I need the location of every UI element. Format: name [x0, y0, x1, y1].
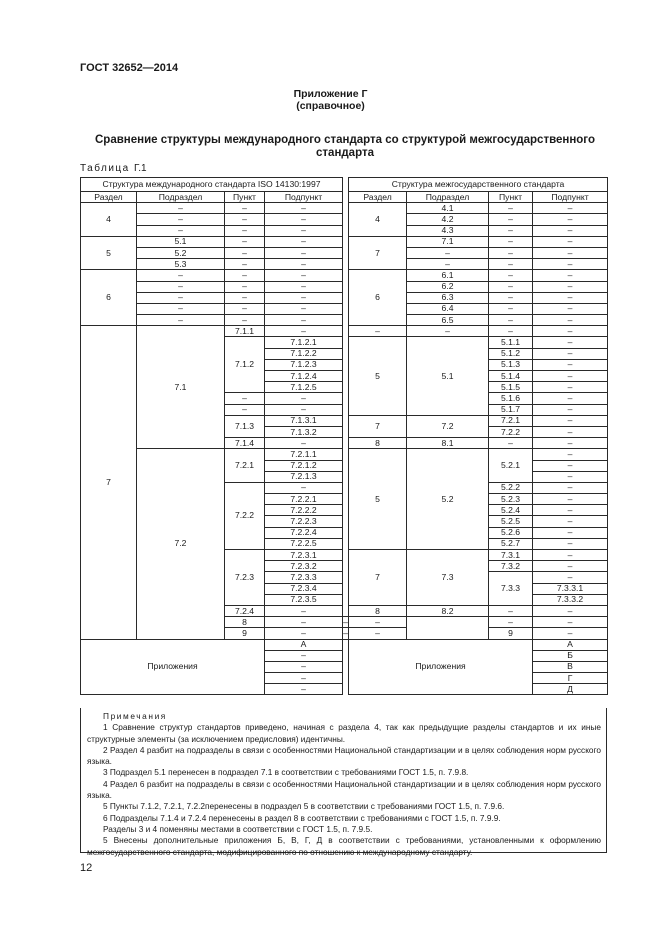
- cell: –: [533, 426, 608, 437]
- cell: 7.2.1.3: [265, 471, 343, 482]
- cell: –: [137, 315, 225, 326]
- cell: 7.3.1: [489, 550, 533, 561]
- cell: 7.1.4: [225, 438, 265, 449]
- cell: –: [489, 605, 533, 616]
- cell: 9: [225, 628, 265, 639]
- cell: 7.2.3: [225, 550, 265, 606]
- cell: –: [225, 225, 265, 236]
- cell: –: [489, 617, 533, 628]
- table-row: [81, 236, 608, 247]
- document-title-line1: Сравнение структуры международного стандарта со структурой межгосударственного: [95, 134, 595, 146]
- cell: 4: [81, 203, 137, 237]
- cell: Д: [533, 684, 608, 695]
- cell: 7.2.1.1: [265, 449, 343, 460]
- international-structure-heading: Структура международного стандарта ISO 14130:1997: [81, 178, 343, 192]
- column-separator: [343, 382, 349, 393]
- cell: –: [225, 270, 265, 281]
- cell: –: [407, 326, 489, 337]
- cell: 5.1.7: [489, 404, 533, 415]
- cell: 5.2.7: [489, 538, 533, 549]
- cell: 6: [81, 270, 137, 326]
- appendix-subtitle: (справочное): [296, 100, 365, 112]
- cell: –: [489, 303, 533, 314]
- cell: 5.1.1: [489, 337, 533, 348]
- cell: –: [349, 628, 407, 639]
- cell: 5.1.4: [489, 371, 533, 382]
- cell: –: [265, 214, 343, 225]
- column-separator: [407, 628, 489, 639]
- cell: 7.1.1: [225, 326, 265, 337]
- cell: –: [225, 214, 265, 225]
- cell: –: [225, 292, 265, 303]
- table-caption: [80, 163, 147, 174]
- cell: –: [533, 359, 608, 370]
- cell: –: [265, 315, 343, 326]
- cell: –: [489, 247, 533, 258]
- column-separator: [343, 426, 349, 437]
- cell: –: [533, 214, 608, 225]
- column-separator: [343, 684, 349, 695]
- cell: –: [533, 438, 608, 449]
- column-separator: [343, 516, 349, 527]
- note-item: Разделы 3 и 4 поменяны местами в соответствии с ГОСТ 1.5, п. 7.9.5.: [103, 823, 373, 834]
- cell: 7.1: [137, 326, 225, 449]
- column-separator: [343, 281, 349, 292]
- cell: –: [265, 203, 343, 214]
- cell: –: [533, 270, 608, 281]
- cell: A: [265, 639, 343, 650]
- cell: –: [349, 326, 407, 337]
- column-separator: [343, 471, 349, 482]
- cell: –: [265, 303, 343, 314]
- cell: –: [265, 292, 343, 303]
- cell: 5.1: [407, 337, 489, 415]
- column-separator: [343, 482, 349, 493]
- table-row: [81, 270, 608, 281]
- note-item: 2 Раздел 4 разбит на подразделы в связи с особенностями Национальной стандартизации и в целях соблюдения норм русского языка.: [87, 744, 601, 767]
- cell: –: [265, 650, 343, 661]
- cell: 7.2.2.4: [265, 527, 343, 538]
- note-item: 4 Раздел 6 разбит на подразделы в связи с особенностями Национальной стандартизации и в целях соблюдения норм русского языка.: [87, 778, 601, 801]
- cell: 7.2.2.5: [265, 538, 343, 549]
- column-separator: [343, 673, 349, 684]
- cell: –: [137, 214, 225, 225]
- cell: 7.3.2: [489, 561, 533, 572]
- cell: 5.1: [137, 236, 225, 247]
- column-separator: [343, 505, 349, 516]
- cell: –: [533, 527, 608, 538]
- column-separator: [407, 617, 489, 628]
- table-row: [81, 259, 608, 270]
- cell: –: [533, 247, 608, 258]
- cell: 7.1.2.4: [265, 371, 343, 382]
- cell: –: [533, 550, 608, 561]
- note-item: 5 Пункты 7.1.2, 7.2.1, 7.2.2перенесены в подраздел 5 в соответствии с требованиями ГОСТ 1.5, п. 7.9.6.: [103, 801, 505, 812]
- cell: –: [533, 203, 608, 214]
- cell: 7.1.3.2: [265, 426, 343, 437]
- appendices-label: Приложения: [81, 639, 265, 695]
- cell: –: [533, 494, 608, 505]
- column-separator: [343, 661, 349, 672]
- cell: 5.1.6: [489, 393, 533, 404]
- cell: 5.2.3: [489, 494, 533, 505]
- cell: –: [137, 292, 225, 303]
- notes-block: [80, 708, 607, 857]
- cell: 5.1.3: [489, 359, 533, 370]
- cell: 7.2.4: [225, 605, 265, 616]
- cell: 7.1.2.1: [265, 337, 343, 348]
- cell: 7.2.2.2: [265, 505, 343, 516]
- cell: –: [533, 315, 608, 326]
- column-separator: [343, 527, 349, 538]
- cell: –: [349, 617, 407, 628]
- cell: –: [533, 505, 608, 516]
- cell: 5: [349, 337, 407, 415]
- cell: 7: [349, 236, 407, 270]
- column-header-section: Раздел: [349, 192, 407, 203]
- cell: –: [265, 259, 343, 270]
- cell: 7.3.3: [489, 572, 533, 606]
- column-separator: [343, 348, 349, 359]
- cell: –: [489, 315, 533, 326]
- table-row: [81, 326, 608, 337]
- cell: 4.1: [407, 203, 489, 214]
- cell: 7.1.3.1: [265, 415, 343, 426]
- column-header-section: Раздел: [81, 192, 137, 203]
- cell: –: [265, 247, 343, 258]
- cell: 7.3.3.1: [533, 583, 608, 594]
- cell: 4.3: [407, 225, 489, 236]
- cell: 7.2: [137, 449, 225, 639]
- cell: –: [265, 270, 343, 281]
- cell: 5.2: [137, 247, 225, 258]
- cell: –: [225, 303, 265, 314]
- cell: –: [489, 236, 533, 247]
- cell: –: [137, 203, 225, 214]
- cell: –: [265, 281, 343, 292]
- column-separator: [343, 225, 349, 236]
- cell: 8.1: [407, 438, 489, 449]
- table-row: [81, 315, 608, 326]
- appendix-heading: [0, 88, 661, 112]
- appendices-label: Приложения: [349, 639, 533, 695]
- column-separator: [343, 561, 349, 572]
- cell: Б: [533, 650, 608, 661]
- cell: –: [533, 617, 608, 628]
- cell: –: [343, 627, 348, 638]
- cell: 6.4: [407, 303, 489, 314]
- note-item: 1 Сравнение структур стандартов приведено, начиная с раздела 4, так как предыдущие разделы стандартов и их иные структурные элементы (за исключением предисловия) идентичны.: [87, 722, 601, 744]
- cell: 7.2.1: [489, 415, 533, 426]
- cell: –: [265, 438, 343, 449]
- cell: –: [533, 538, 608, 549]
- cell: –: [265, 661, 343, 672]
- cell: 5.2.5: [489, 516, 533, 527]
- cell: –: [533, 482, 608, 493]
- cell: 7.2.1.2: [265, 460, 343, 471]
- cell: 7.1.2.5: [265, 382, 343, 393]
- cell: –: [533, 471, 608, 482]
- cell: 5: [349, 449, 407, 550]
- cell: –: [265, 605, 343, 616]
- cell: 7.2.2: [225, 482, 265, 549]
- cell: –: [533, 236, 608, 247]
- column-separator: [343, 404, 349, 415]
- cell: –: [343, 616, 348, 627]
- cell: –: [489, 214, 533, 225]
- cell: 7.1.2.2: [265, 348, 343, 359]
- column-header-clause: Пункт: [489, 192, 533, 203]
- cell: 7.2.3.3: [265, 572, 343, 583]
- structure-comparison-table: [80, 177, 608, 695]
- table-row: [81, 639, 608, 650]
- cell: –: [533, 337, 608, 348]
- cell: –: [489, 225, 533, 236]
- cell: 5.2: [407, 449, 489, 550]
- cell: 7.2.2: [489, 426, 533, 437]
- cell: –: [225, 236, 265, 247]
- cell: –: [489, 281, 533, 292]
- table-row: [81, 214, 608, 225]
- cell: 7: [81, 326, 137, 639]
- cell: 6.3: [407, 292, 489, 303]
- cell: –: [265, 628, 343, 639]
- cell: –: [533, 605, 608, 616]
- cell: 7: [349, 550, 407, 606]
- column-separator: [343, 292, 349, 303]
- column-header-subclause: Подпункт: [265, 192, 343, 203]
- cell: 7.2.3.1: [265, 550, 343, 561]
- cell: 7.2.3.4: [265, 583, 343, 594]
- cell: Г: [533, 673, 608, 684]
- cell: –: [489, 326, 533, 337]
- cell: 8: [349, 438, 407, 449]
- document-title: [90, 134, 600, 160]
- cell: –: [533, 225, 608, 236]
- cell: –: [265, 326, 343, 337]
- cell: –: [533, 326, 608, 337]
- cell: –: [265, 225, 343, 236]
- cell: –: [265, 617, 343, 628]
- column-separator: [343, 214, 349, 225]
- cell: 9: [489, 628, 533, 639]
- column-header-clause: Пункт: [225, 192, 265, 203]
- cell: –: [489, 259, 533, 270]
- table-row: [81, 247, 608, 258]
- cell: –: [225, 393, 265, 404]
- cell: –: [533, 393, 608, 404]
- column-separator: [343, 259, 349, 270]
- column-separator: [343, 583, 349, 594]
- cell: 7.2.2.1: [265, 494, 343, 505]
- cell: 5.1.2: [489, 348, 533, 359]
- cell: –: [489, 270, 533, 281]
- appendix-title: Приложение Г: [293, 88, 368, 100]
- table-row: [81, 292, 608, 303]
- cell: 4: [349, 203, 407, 237]
- cell: В: [533, 661, 608, 672]
- cell: 6.1: [407, 270, 489, 281]
- column-separator: [343, 247, 349, 258]
- cell: –: [265, 236, 343, 247]
- column-header-subsection: Подраздел: [407, 192, 489, 203]
- column-separator: [343, 371, 349, 382]
- column-separator: [343, 650, 349, 661]
- cell: 5.2.4: [489, 505, 533, 516]
- note-item: 3 Подраздел 5.1 перенесен в подраздел 7.1 в соответствии с требованиями ГОСТ 1.5, п. 7.9.8.: [103, 767, 469, 778]
- cell: –: [533, 516, 608, 527]
- cell: 7.1.2.3: [265, 359, 343, 370]
- page-number: 12: [80, 862, 93, 874]
- table-row: [81, 203, 608, 214]
- column-separator: [343, 572, 349, 583]
- cell: –: [489, 203, 533, 214]
- cell: –: [533, 561, 608, 572]
- cell: 7.3: [407, 550, 489, 606]
- cell: –: [265, 673, 343, 684]
- cell: 5.2.1: [489, 449, 533, 483]
- cell: –: [225, 404, 265, 415]
- table-caption-word: Таблица: [80, 163, 130, 174]
- cell: 8.2: [407, 605, 489, 616]
- notes-title: Примечания: [103, 711, 167, 721]
- cell: 7.2: [407, 415, 489, 437]
- column-separator: [343, 393, 349, 404]
- column-header-row: [81, 192, 608, 203]
- document-title-line2: стандарта: [316, 147, 374, 159]
- cell: 7.2.1: [225, 449, 265, 483]
- cell: –: [533, 415, 608, 426]
- column-separator: [343, 594, 349, 605]
- cell: –: [137, 270, 225, 281]
- cell: 4.2: [407, 214, 489, 225]
- cell: –: [137, 281, 225, 292]
- table-heading-row: [81, 178, 608, 192]
- cell: –: [265, 482, 343, 493]
- cell: 6: [349, 270, 407, 326]
- cell: –: [225, 203, 265, 214]
- cell: –: [533, 348, 608, 359]
- cell: 8: [225, 617, 265, 628]
- cell: –: [225, 281, 265, 292]
- table-row: [81, 225, 608, 236]
- cell: –: [225, 259, 265, 270]
- cell: –: [533, 303, 608, 314]
- column-separator: [343, 538, 349, 549]
- cell: –: [407, 247, 489, 258]
- cell: –: [533, 259, 608, 270]
- cell: 5.2.2: [489, 482, 533, 493]
- cell: 7: [349, 415, 407, 437]
- cell: –: [265, 393, 343, 404]
- cell: 6.5: [407, 315, 489, 326]
- note-item: 5 Внесены дополнительные приложения Б, В, Г, Д в соответствии с требованиями, установленными к оформлению межгосударственного стандарта, модифицированного по отношению к международному стандарту.: [87, 835, 601, 857]
- cell: 7.1.3: [225, 415, 265, 437]
- cell: –: [407, 259, 489, 270]
- table-row: [81, 303, 608, 314]
- cell: 5.1.5: [489, 382, 533, 393]
- cell: 8: [349, 605, 407, 616]
- cell: –: [265, 404, 343, 415]
- cell: 7.3.3.2: [533, 594, 608, 605]
- column-header-subclause: Подпункт: [533, 192, 608, 203]
- cell: –: [533, 572, 608, 583]
- cell: А: [533, 639, 608, 650]
- note-item: 6 Подразделы 7.1.4 и 7.2.4 перенесены в раздел 8 в соответствии с требованиями с ГОСТ 1.5, п. 7.9.9.: [103, 812, 501, 823]
- column-separator: [343, 359, 349, 370]
- cell: –: [533, 460, 608, 471]
- cell: –: [265, 684, 343, 695]
- column-separator: [343, 494, 349, 505]
- cell: –: [533, 371, 608, 382]
- column-separator: [343, 315, 349, 326]
- cell: –: [225, 315, 265, 326]
- cell: –: [533, 404, 608, 415]
- column-separator: [343, 303, 349, 314]
- cell: 5.2.6: [489, 527, 533, 538]
- column-separator: [343, 460, 349, 471]
- cell: –: [489, 292, 533, 303]
- cell: 5: [81, 236, 137, 270]
- cell: 6.2: [407, 281, 489, 292]
- cell: –: [533, 281, 608, 292]
- interstate-structure-heading: Структура межгосударственного стандарта: [349, 178, 608, 192]
- cell: –: [533, 628, 608, 639]
- cell: –: [137, 303, 225, 314]
- cell: 7.1.2: [225, 337, 265, 393]
- cell: –: [533, 292, 608, 303]
- cell: –: [533, 449, 608, 460]
- table-row: [81, 281, 608, 292]
- cell: 7.2.3.2: [265, 561, 343, 572]
- cell: –: [137, 225, 225, 236]
- cell: –: [533, 382, 608, 393]
- cell: 7.1: [407, 236, 489, 247]
- table-row: [81, 449, 608, 460]
- table-caption-number: Г.1: [134, 163, 147, 174]
- cell: 7.2.2.3: [265, 516, 343, 527]
- cell: 5.3: [137, 259, 225, 270]
- standard-header: ГОСТ 32652—2014: [80, 62, 179, 74]
- cell: –: [489, 438, 533, 449]
- column-header-subsection: Подраздел: [137, 192, 225, 203]
- cell: –: [225, 247, 265, 258]
- cell: 7.2.3.5: [265, 594, 343, 605]
